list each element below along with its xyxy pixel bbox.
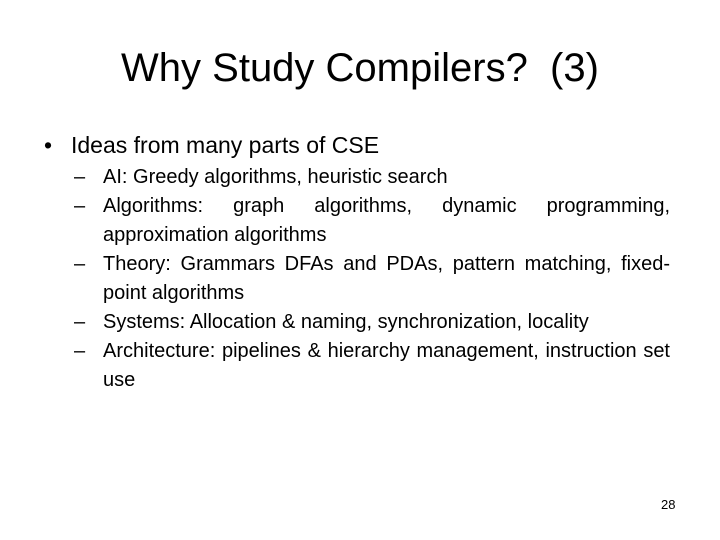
dash-marker: – (74, 195, 86, 217)
slide-title: Why Study Compilers? (3) (121, 46, 599, 90)
sub-bullet-theory (74, 250, 670, 308)
sub-bullet-systems (74, 308, 670, 337)
sub-bullet-text: Systems: Allocation & naming, synchronization, locality (103, 311, 589, 333)
sub-bullet-text: AI: Greedy algorithms, heuristic search (103, 166, 448, 188)
sub-bullet-ai (74, 163, 670, 192)
sub-bullet-text: Theory: Grammars DFAs and PDAs, pattern matching, fixed-point algorithms (103, 253, 670, 304)
sub-bullet-architecture (74, 337, 670, 395)
sub-bullet-list (74, 163, 670, 395)
main-bullet-text: Ideas from many parts of CSE (71, 132, 380, 158)
dash-marker: – (74, 166, 86, 188)
sub-bullet-algorithms (74, 192, 670, 250)
sub-bullet-text: Architecture: pipelines & hierarchy management, instruction set use (103, 340, 670, 391)
main-bullet (44, 128, 379, 162)
sub-bullet-text: Algorithms: graph algorithms, dynamic programming, approximation algorithms (103, 195, 670, 246)
dash-marker: – (74, 253, 86, 275)
page-number: 28 (661, 497, 676, 512)
bullet-marker: • (44, 132, 53, 158)
dash-marker: – (74, 311, 86, 333)
dash-marker: – (74, 340, 86, 362)
